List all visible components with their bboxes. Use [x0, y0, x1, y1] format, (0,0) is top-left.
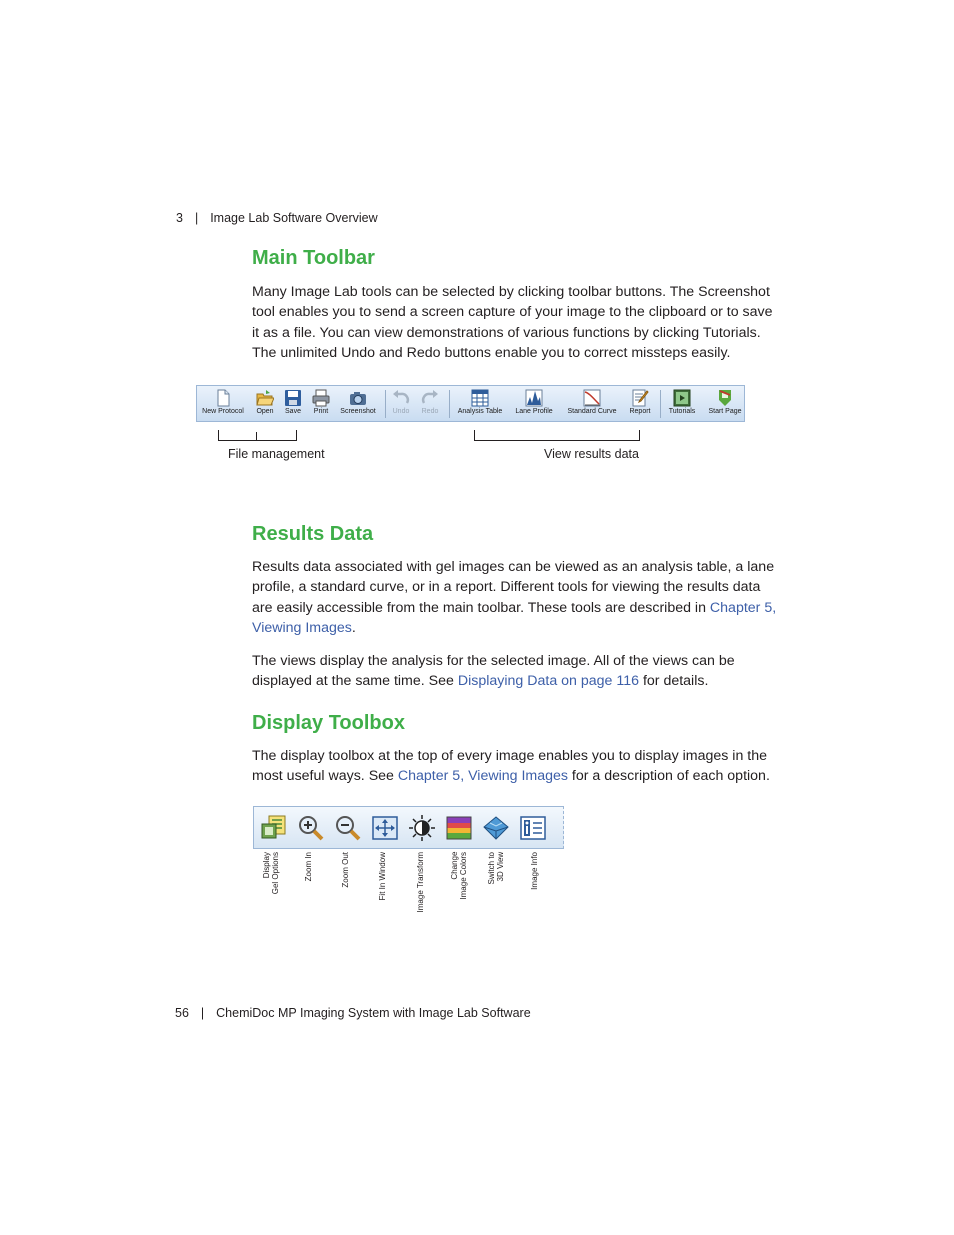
- results-data-p2-text: The views display the analysis for the selected image. All of the views can be displayed at the same time. See: [252, 653, 735, 690]
- display-toolbox-p-end: for a description of each option.: [567, 768, 770, 785]
- toolbar-button-new-protocol[interactable]: [199, 386, 247, 421]
- redo-icon: [421, 389, 439, 407]
- displaying-data-link[interactable]: Displaying Data on page 116: [457, 673, 639, 690]
- results-data-paragraph-1: [252, 557, 777, 638]
- undo-icon: [392, 389, 410, 407]
- toolbar-label: Standard Curve: [567, 408, 617, 415]
- view-results-bracket: [474, 430, 640, 441]
- header-chapter-title: Image Lab Software Overview: [210, 211, 378, 225]
- zoom-in-label: Zoom In: [304, 852, 313, 882]
- label-line-2: Image Colors: [459, 852, 468, 900]
- footer-separator: |: [200, 1006, 205, 1020]
- switch-to-3d-view-label: [487, 852, 505, 884]
- label-line-1: Change: [450, 852, 459, 881]
- results-data-p1-end: .: [351, 619, 356, 636]
- toolbar-label: Tutorials: [668, 408, 696, 415]
- lane-profile-icon: [525, 389, 543, 407]
- toolbar-button-redo[interactable]: [418, 386, 442, 421]
- image-transform-label: Image Transform: [416, 852, 425, 913]
- open-folder-icon: [256, 389, 274, 407]
- toolbar-button-tutorials[interactable]: [664, 386, 700, 421]
- toolbar-label: Start Page: [708, 408, 742, 415]
- toolbar-separator: [449, 390, 450, 418]
- toolbar-button-open[interactable]: [251, 386, 279, 421]
- display-toolbox-p-text: The display toolbox at the top of every image enables you to display images in the most useful ways. See: [252, 748, 767, 785]
- display-toolbox-figure: [253, 806, 564, 849]
- fit-in-window-icon[interactable]: [371, 814, 399, 842]
- results-data-paragraph-2: [252, 651, 777, 692]
- camera-icon: [349, 389, 367, 407]
- toolbar-label: Print: [313, 408, 329, 415]
- toolbar-button-save[interactable]: [280, 386, 306, 421]
- running-footer: [175, 1006, 531, 1020]
- results-data-p1-text: Results data associated with gel images can be viewed as an analysis table, a lane profile, a standard curve, or in a report. Different tools for viewing the results data are easily accessible from the main toolbar. These tools are described in: [252, 559, 775, 616]
- file-management-callout: File management: [228, 447, 325, 461]
- toolbar-label: Lane Profile: [515, 408, 553, 415]
- file-management-bracket: [218, 430, 297, 441]
- running-header: [176, 211, 378, 225]
- label-line-1: Switch to: [487, 852, 496, 885]
- toolbar-label: Report: [629, 408, 651, 415]
- start-page-icon: [716, 389, 734, 407]
- toolbar-button-standard-curve[interactable]: [561, 386, 623, 421]
- tutorials-icon: [673, 389, 691, 407]
- main-toolbar-heading: Main Toolbar: [252, 247, 375, 269]
- view-results-callout: View results data: [544, 447, 639, 461]
- main-toolbar-figure: [196, 385, 745, 422]
- header-page-number: 3: [176, 211, 183, 225]
- main-toolbar-paragraph: Many Image Lab tools can be selected by clicking toolbar buttons. The Screenshot tool enables you to send a screen capture of your image to the clipboard or to save it as a file. You can view demonstrations of various functions by clicking Tutorials. The unlimited Undo and Redo buttons enable you to correct missteps easily.: [252, 284, 773, 361]
- zoom-out-label: Zoom Out: [341, 852, 350, 888]
- results-data-p2-end: for details.: [639, 673, 709, 690]
- image-info-label: Image Info: [530, 852, 539, 890]
- toolbar-label: New Protocol: [202, 408, 244, 415]
- toolbar-button-report[interactable]: [625, 386, 655, 421]
- toolbar-button-print[interactable]: [308, 386, 334, 421]
- label-line-2: 3D View: [496, 852, 505, 882]
- image-info-icon[interactable]: [519, 814, 547, 842]
- toolbar-button-screenshot[interactable]: [336, 386, 380, 421]
- label-line-2: Gel Options: [271, 852, 280, 895]
- zoom-out-icon[interactable]: [334, 814, 362, 842]
- toolbar-button-lane-profile[interactable]: [510, 386, 558, 421]
- chapter-5-link[interactable]: Chapter 5, Viewing Images: [252, 599, 777, 636]
- change-image-colors-label: [450, 852, 468, 900]
- display-gel-options-label: [262, 852, 280, 894]
- gel-options-icon[interactable]: [260, 814, 288, 842]
- fit-in-window-label: Fit In Window: [378, 852, 387, 901]
- save-disk-icon: [284, 389, 302, 407]
- results-data-heading: Results Data: [252, 523, 374, 545]
- new-protocol-icon: [214, 389, 232, 407]
- toolbar-label: Open: [256, 408, 274, 415]
- image-transform-icon[interactable]: [408, 814, 436, 842]
- toolbar-label: Redo: [421, 408, 439, 415]
- toolbar-label: Undo: [392, 408, 410, 415]
- change-colors-icon[interactable]: [445, 814, 473, 842]
- 3d-view-icon[interactable]: [482, 814, 510, 842]
- toolbar-button-start-page[interactable]: [705, 386, 745, 421]
- toolbar-label: Save: [285, 408, 301, 415]
- report-icon: [631, 389, 649, 407]
- toolbar-separator: [660, 390, 661, 418]
- file-management-bracket-stem: [256, 432, 257, 440]
- toolbar-button-undo[interactable]: [389, 386, 413, 421]
- footer-page-number: 56: [175, 1006, 189, 1020]
- toolbar-label: Analysis Table: [457, 408, 503, 415]
- toolbar-button-analysis-table[interactable]: [453, 386, 507, 421]
- zoom-in-icon[interactable]: [297, 814, 325, 842]
- display-toolbox-heading: Display Toolbox: [252, 712, 405, 734]
- display-toolbox-paragraph: [252, 746, 777, 787]
- printer-icon: [312, 389, 330, 407]
- table-icon: [471, 389, 489, 407]
- toolbar-separator: [385, 390, 386, 418]
- standard-curve-icon: [583, 389, 601, 407]
- chapter-5-link-2[interactable]: Chapter 5, Viewing Images: [397, 768, 568, 785]
- label-line-1: Display: [262, 852, 271, 879]
- footer-book-title: ChemiDoc MP Imaging System with Image Lab Software: [216, 1006, 531, 1020]
- header-separator: |: [194, 211, 199, 225]
- toolbar-label: Screenshot: [340, 408, 376, 415]
